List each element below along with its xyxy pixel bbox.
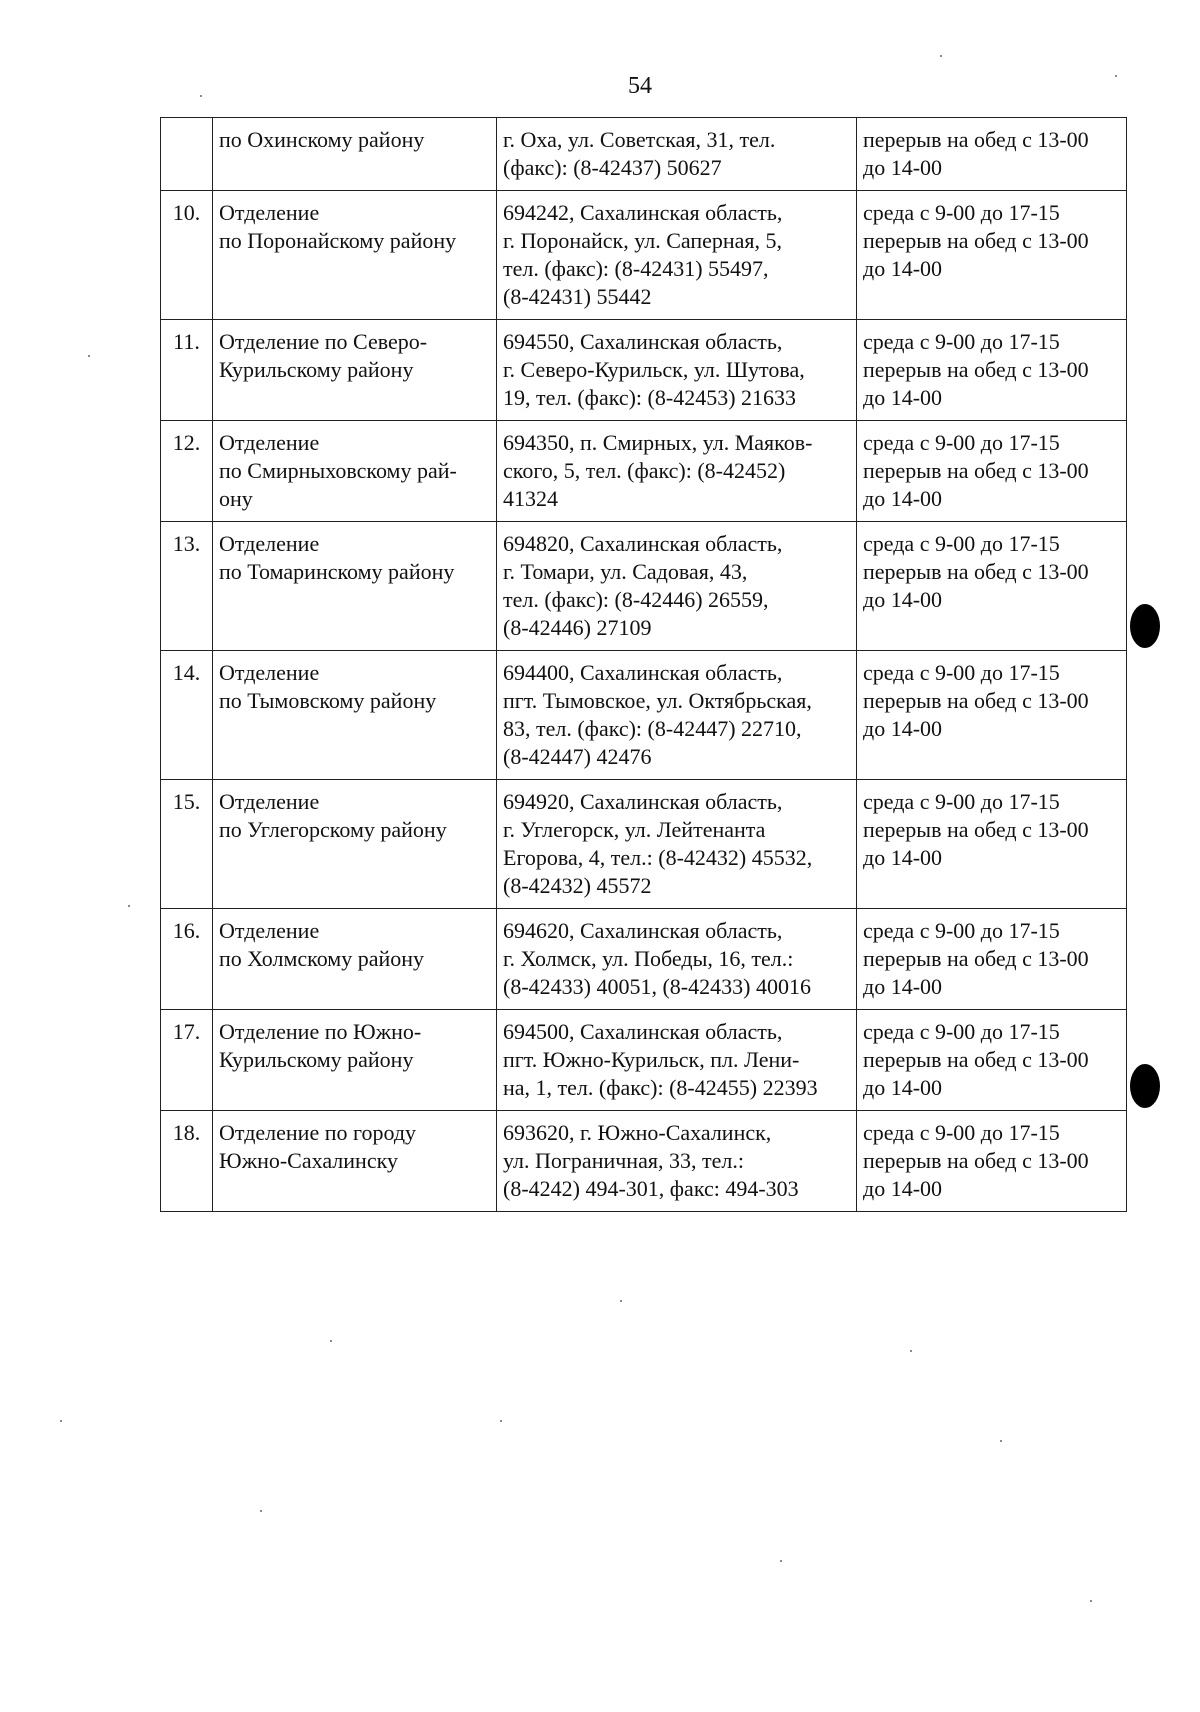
table-row (161, 1010, 1127, 1111)
office-name: Отделение по городу Южно-Сахалинску (213, 1111, 497, 1212)
scan-speck (200, 95, 202, 97)
scan-speck (780, 1560, 782, 1562)
office-address: 693620, г. Южно-Сахалинск, ул. Пограничная, 33, тел.: (8-4242) 494-301, факс: 494-303 (497, 1111, 857, 1212)
office-name: Отделение по Смирныховскому рай- ону (213, 421, 497, 522)
office-name: Отделение по Углегорскому району (213, 780, 497, 909)
office-name: Отделение по Северо- Курильскому району (213, 320, 497, 421)
office-name: Отделение по Холмскому району (213, 909, 497, 1010)
table-row (161, 651, 1127, 780)
scan-speck (1000, 1440, 1002, 1442)
office-hours: среда с 9-00 до 17-15 перерыв на обед с 13-00 до 14-00 (857, 1010, 1127, 1111)
row-number: 18. (161, 1111, 213, 1212)
table-row (161, 909, 1127, 1010)
row-number: 12. (161, 421, 213, 522)
office-address: 694500, Сахалинская область, пгт. Южно-Курильск, пл. Лени- на, 1, тел. (факс): (8-42455) 22393 (497, 1010, 857, 1111)
scan-speck (128, 905, 130, 907)
office-address: 694920, Сахалинская область, г. Углегорск, ул. Лейтенанта Егорова, 4, тел.: (8-42432) 45532, (8-42432) 45572 (497, 780, 857, 909)
row-number: 10. (161, 191, 213, 320)
offices-table (160, 117, 1127, 1212)
office-hours: среда с 9-00 до 17-15 перерыв на обед с 13-00 до 14-00 (857, 522, 1127, 651)
office-address: 694550, Сахалинская область, г. Северо-Курильск, ул. Шутова, 19, тел. (факс): (8-42453) 21633 (497, 320, 857, 421)
scan-speck (60, 1420, 62, 1422)
row-number (161, 118, 213, 191)
table-row (161, 522, 1127, 651)
table-row (161, 118, 1127, 191)
punch-hole-mark (1130, 604, 1160, 648)
scan-speck (500, 1420, 502, 1422)
office-hours: среда с 9-00 до 17-15 перерыв на обед с 13-00 до 14-00 (857, 780, 1127, 909)
office-address: 694820, Сахалинская область, г. Томари, ул. Садовая, 43, тел. (факс): (8-42446) 26559, (8-42446) 27109 (497, 522, 857, 651)
office-address: 694620, Сахалинская область, г. Холмск, ул. Победы, 16, тел.: (8-42433) 40051, (8-42433) 40016 (497, 909, 857, 1010)
office-hours: среда с 9-00 до 17-15 перерыв на обед с 13-00 до 14-00 (857, 1111, 1127, 1212)
office-hours: перерыв на обед с 13-00 до 14-00 (857, 118, 1127, 191)
office-hours: среда с 9-00 до 17-15 перерыв на обед с 13-00 до 14-00 (857, 651, 1127, 780)
scan-speck (88, 355, 90, 357)
row-number: 13. (161, 522, 213, 651)
table-row (161, 780, 1127, 909)
office-address: г. Оха, ул. Советская, 31, тел. (факс): (8-42437) 50627 (497, 118, 857, 191)
scan-speck (330, 1340, 332, 1342)
office-hours: среда с 9-00 до 17-15 перерыв на обед с 13-00 до 14-00 (857, 320, 1127, 421)
row-number: 11. (161, 320, 213, 421)
office-address: 694400, Сахалинская область, пгт. Тымовское, ул. Октябрьская, 83, тел. (факс): (8-42447) 22710, (8-42447) 42476 (497, 651, 857, 780)
scan-speck (910, 1350, 912, 1352)
office-hours: среда с 9-00 до 17-15 перерыв на обед с 13-00 до 14-00 (857, 191, 1127, 320)
table-row (161, 1111, 1127, 1212)
office-name: Отделение по Томаринскому району (213, 522, 497, 651)
punch-hole-mark (1130, 1064, 1160, 1108)
row-number: 14. (161, 651, 213, 780)
scan-speck (620, 1300, 622, 1302)
table-row (161, 191, 1127, 320)
row-number: 16. (161, 909, 213, 1010)
office-name: по Охинскому району (213, 118, 497, 191)
row-number: 15. (161, 780, 213, 909)
scan-speck (1115, 75, 1117, 77)
office-hours: среда с 9-00 до 17-15 перерыв на обед с 13-00 до 14-00 (857, 421, 1127, 522)
office-hours: среда с 9-00 до 17-15 перерыв на обед с 13-00 до 14-00 (857, 909, 1127, 1010)
office-address: 694242, Сахалинская область, г. Поронайск, ул. Саперная, 5, тел. (факс): (8-42431) 55497, (8-42431) 55442 (497, 191, 857, 320)
scan-speck (260, 1510, 262, 1512)
row-number: 17. (161, 1010, 213, 1111)
scan-speck (940, 55, 942, 57)
scan-speck (1090, 1600, 1092, 1602)
office-name: Отделение по Южно- Курильскому району (213, 1010, 497, 1111)
office-address: 694350, п. Смирных, ул. Маяков- ского, 5, тел. (факс): (8-42452) 41324 (497, 421, 857, 522)
table-row (161, 421, 1127, 522)
office-name: Отделение по Поронайскому району (213, 191, 497, 320)
table-row (161, 320, 1127, 421)
page-number: 54 (628, 73, 652, 99)
office-name: Отделение по Тымовскому району (213, 651, 497, 780)
